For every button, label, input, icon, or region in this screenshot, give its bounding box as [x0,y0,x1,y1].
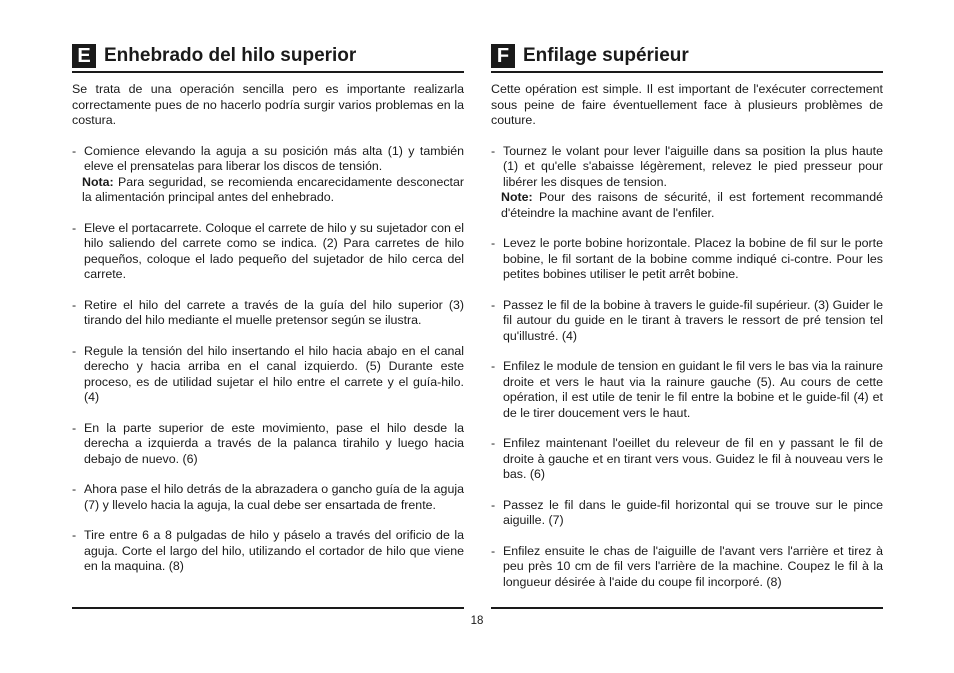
spanish-bottom-rule [72,607,464,609]
list-item [72,528,464,575]
dash-bullet: - [491,497,496,512]
dash-bullet: - [491,436,496,450]
safety-note [491,190,883,221]
dash-bullet: - [491,236,496,250]
section-header [72,44,464,68]
header-rule [72,71,464,73]
list-item-text: Regule la tensión del hilo insertando el hilo hacia abajo en el canal derecho y hacia arriba en el canal izquierdo. (5) Durante este proceso, es de utilidad sujetar el hilo entre el carrete y el guía-hilo. (4) [84,343,464,404]
list-item [72,221,464,283]
note-text: Pour des raisons de sécurité, il est fortement recommandé d'éteindre la machine avant de l'enfiler. [501,190,883,220]
section-letter-badge: F [491,44,515,68]
list-item-text: Ahora pase el hilo detrás de la abrazadera o gancho guía de la aguja (7) y llevelo hacia la aguja, la cual debe ser ensartada de frente. [84,482,464,512]
list-item-text: Tournez le volant pour lever l'aiguille dans sa position la plus haute (1) et qu'elle s'abaisse légèrement, relevez le pied presseur pour libérer les disques de tension. [503,143,883,189]
dash-bullet: - [72,482,77,496]
page-number: 18 [470,615,484,627]
dash-bullet: - [72,420,77,435]
list-item-text: Enfilez le module de tension en guidant le fil vers le bas via la rainure droite et vers le haut via la rainure gauche (5). Au cours de cette opération, il est utile de tenir le fil entre la bobine et le guide-fil (4) et de le tirer doucement vers le haut. [503,359,883,420]
header-rule [491,71,883,73]
note-text: Para seguridad, se recomienda encarecidamente desconectar la alimentación principal antes del enhebrado. [82,174,464,204]
list-item-text: Passez le fil de la bobine à travers le guide-fil supérieur. (3) Guider le fil autour du guide en le tirant à travers le ressort de pré tension tel qu'illustré. (4) [503,297,883,343]
list-item [491,298,883,345]
list-item [72,144,464,175]
section-title: Enfilage supérieur [523,45,689,66]
list-item [491,436,883,483]
list-item-text: Levez le porte bobine horizontale. Placez la bobine de fil sur le porte bobine, le fil sortant de la bobine comme indiqué ci-contre. Pour les petites bobines utiliser le petit arrêt bobine. [503,236,883,281]
french-bottom-rule [491,607,883,609]
list-item [72,298,464,329]
dash-bullet: - [72,528,77,542]
spanish-column [72,44,464,575]
note-label: Note: [501,190,533,204]
list-item-text: Eleve el portacarrete. Coloque el carrete de hilo y su sujetador con el hilo saliendo del carrete como se indica. (2) Para carretes de hilo pequeños, coloque el lado pequeño del sujetador de hilo cerca del carrete. [84,220,464,281]
list-item [72,421,464,468]
list-item [72,344,464,406]
section-letter-badge: E [72,44,96,68]
safety-note [72,175,464,206]
dash-bullet: - [72,343,77,358]
list-item [491,236,883,283]
intro-paragraph: Cette opération est simple. Il est important de l'exécuter correctement sous peine de faire éventuellement face à plusieurs problèmes de couture. [491,82,883,127]
list-item [491,144,883,191]
list-item-text: Tire entre 6 a 8 pulgadas de hilo y páselo a través del orificio de la aguja. Corte el largo del hilo, utilizando el cortador de hilo que viene en la maquina. (8) [84,528,464,573]
intro-paragraph: Se trata de una operación sencilla pero es importante realizarla correctamente pues de no hacerlo podría surgir varios problemas en la costura. [72,82,464,127]
dash-bullet: - [491,143,496,158]
list-item-text: Enfilez ensuite le chas de l'aiguille de l'avant vers l'arrière et tirez à peu près 10 cm de fil vers l'arrière de la machine. Coupez le fil à la longueur désirée à l'aide du coupe fil incorporé. (8) [503,543,883,589]
dash-bullet: - [491,359,496,373]
dash-bullet: - [72,220,77,235]
list-item-text: Passez le fil dans le guide-fil horizontal qui se trouve sur le pince aiguille. (7) [503,497,883,527]
list-item [72,482,464,513]
list-item-text: En la parte superior de este movimiento, pase el hilo desde la derecha a izquierda a través de la palanca tirahilo y luego hacia debajo de nuevo. (6) [84,420,464,466]
dash-bullet: - [491,297,496,312]
dash-bullet: - [72,143,77,158]
dash-bullet: - [72,297,77,312]
list-item-text: Enfilez maintenant l'oeillet du releveur de fil en y passant le fil de droite à gauche et en tirant vers vous. Guidez le fil à nouveau vers le bas. (6) [503,436,883,481]
dash-bullet: - [491,543,496,558]
note-label: Nota: [82,174,114,189]
list-item [491,359,883,421]
list-item-text: Retire el hilo del carrete a través de la guía del hilo superior (3) tirando del hilo mediante el muelle pretensor según se ilustra. [84,297,464,327]
list-item [491,498,883,529]
list-item-text: Comience elevando la aguja a su posición más alta (1) y también eleve el prensatelas para liberar los discos de tensión. [84,143,464,173]
section-header [491,44,883,68]
section-title: Enhebrado del hilo superior [104,45,357,66]
french-column [491,44,883,590]
list-item [491,544,883,591]
